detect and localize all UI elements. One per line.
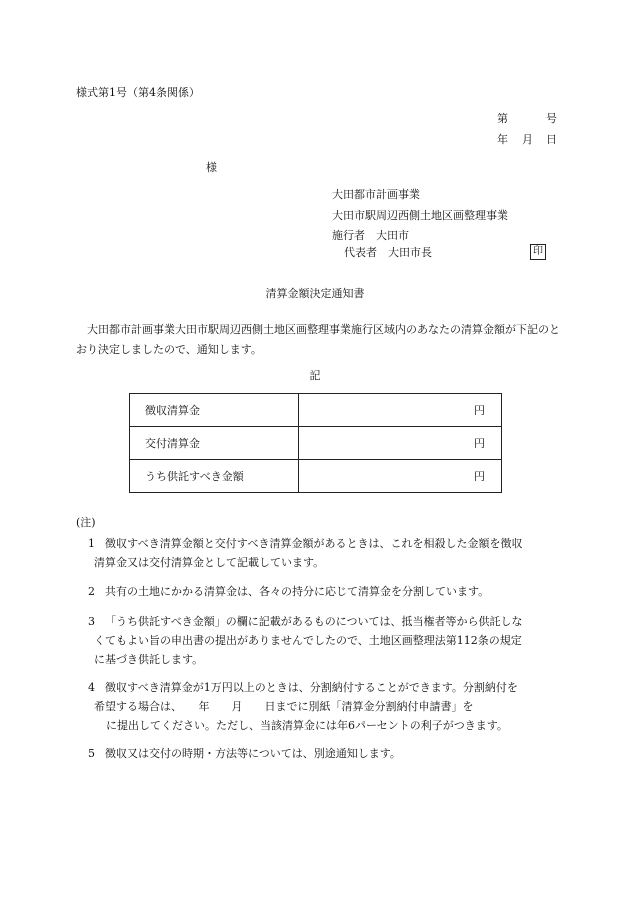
note-item [88,582,560,601]
table-row [130,460,502,493]
amount-label: 徴収清算金 [130,394,299,427]
amounts-table [129,393,502,493]
amount-value: 円 [299,394,502,427]
table-row [130,394,502,427]
document-title: 清算金額決定通知書 [265,287,365,300]
issuer-project: 大田都市計画事業 [332,188,420,201]
issuer-executor: 施行者 大田市 [332,229,409,242]
amount-value: 円 [299,460,502,493]
amount-label: うち供託すべき金額 [130,460,299,493]
seal-stamp: 印 [530,244,546,260]
note-item [88,744,560,763]
addressee-honorific: 様 [206,161,217,174]
document-number-prefix: 第 [497,112,508,125]
issuer-subproject: 大田市駅周辺西側土地区画整理事業 [332,209,508,222]
note-number: 2 [88,585,95,598]
note-text: 「うち供託すべき金額」の欄に記載があるものについては、抵当権者等から供託しな [105,615,523,628]
date-month: 月 [522,133,533,146]
note-item [88,678,560,735]
date-day: 日 [546,133,557,146]
date-year: 年 [497,133,508,146]
note-number: 3 [88,615,95,628]
note-text-continued: に基づき供託します。 [94,653,204,666]
note-item [88,612,560,669]
notes-heading: (注) [76,516,96,529]
note-text-continued: に提出してください。ただし、当該清算金には年6パーセントの利子がつきます。 [106,719,508,732]
note-number: 5 [88,747,95,760]
note-text: 徴収又は交付の時期・方法等については、別途通知します。 [105,747,401,760]
document-number-suffix: 号 [546,112,557,125]
note-text-continued: くてもよい旨の申出書の提出がありませんでしたので、土地区画整理法第112条の規定 [94,634,522,647]
note-item [88,534,560,572]
amount-value: 円 [299,427,502,460]
note-text-continued: 希望する場合は、 年 月 日までに別紙「清算金分割納付申請書」を [94,700,474,713]
table-row [130,427,502,460]
note-text: 徴収すべき清算金額と交付すべき清算金額があるときは、これを相殺した金額を徴収 [105,537,523,550]
ki-marker: 記 [309,369,321,382]
note-number: 1 [88,537,95,550]
issuer-representative: 代表者 大田市長 [344,246,432,259]
note-text: 徴収すべき清算金が1万円以上のときは、分割納付することができます。分割納付を [105,681,518,694]
amount-label: 交付清算金 [130,427,299,460]
body-paragraph: 大田都市計画事業大田市駅周辺西側土地区画整理事業施行区域内のあなたの清算金額が下記のとおり決定しましたので、通知します。 [76,323,560,356]
form-number: 様式第1号（第4条関係） [76,86,200,99]
note-text: 共有の土地にかかる清算金は、各々の持分に応じて清算金を分割しています。 [105,585,490,598]
note-text-continued: 清算金又は交付清算金として記載しています。 [94,556,325,569]
note-number: 4 [88,681,95,694]
